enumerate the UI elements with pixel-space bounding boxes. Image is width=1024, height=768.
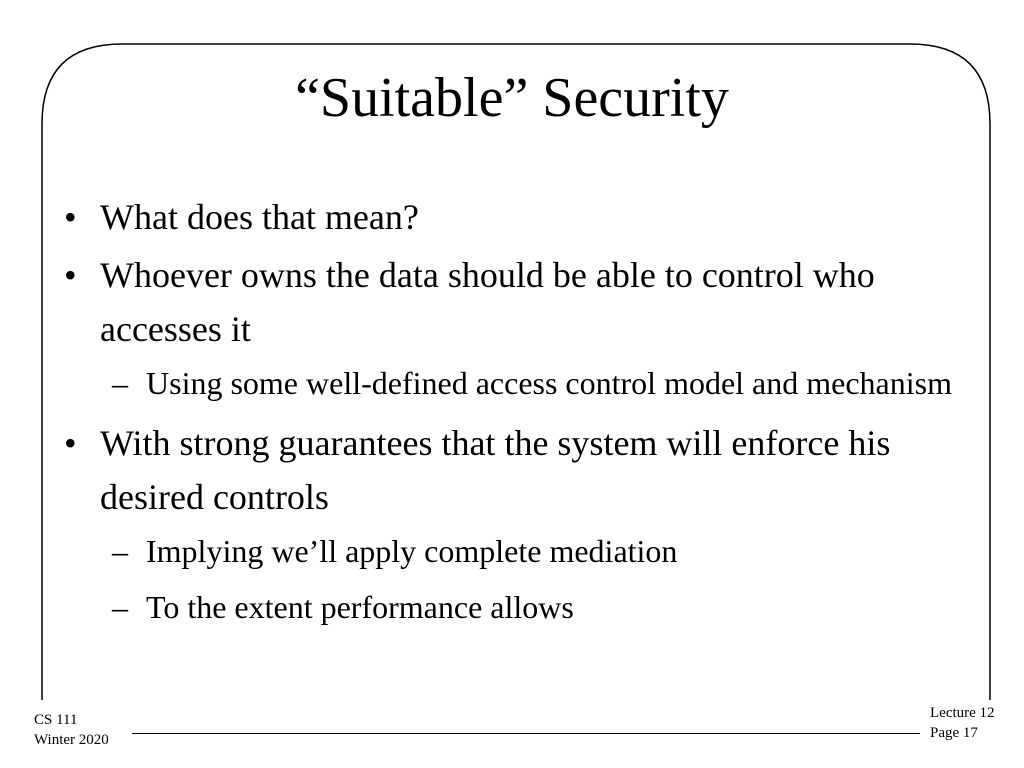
footer-divider: [132, 733, 920, 734]
sub-bullet-text: Implying we’ll apply complete mediation: [146, 533, 678, 569]
sub-bullet-item: [56, 360, 966, 406]
footer-page-info: [930, 703, 995, 743]
sub-bullet-marker: –: [112, 533, 128, 569]
bullet-marker: •: [64, 255, 77, 295]
bullet-item: [56, 190, 966, 244]
sub-bullet-text: To the extent performance allows: [146, 589, 574, 625]
bullet-marker: •: [64, 197, 77, 237]
sub-bullet-item: [56, 528, 966, 574]
bullet-text: What does that mean?: [100, 197, 419, 237]
footer-lecture: Lecture 12: [930, 705, 995, 721]
footer-course: CS 111: [34, 712, 78, 728]
footer-course-info: [34, 710, 109, 750]
sub-bullet-marker: –: [112, 365, 128, 401]
bullet-item: [56, 416, 966, 524]
sub-bullet-item: [56, 584, 966, 630]
footer-page: Page 17: [930, 725, 978, 741]
bullet-item: [56, 248, 966, 356]
bullet-list: [56, 190, 966, 640]
sub-bullet-marker: –: [112, 589, 128, 625]
bullet-text: With strong guarantees that the system will enforce his desired controls: [100, 423, 891, 517]
slide-title: “Suitable” Security: [295, 67, 729, 129]
bullet-text: Whoever owns the data should be able to control who accesses it: [100, 255, 875, 349]
sub-bullet-text: Using some well-defined access control model and mechanism: [146, 365, 952, 401]
footer-term: Winter 2020: [34, 732, 109, 748]
bullet-marker: •: [64, 423, 77, 463]
